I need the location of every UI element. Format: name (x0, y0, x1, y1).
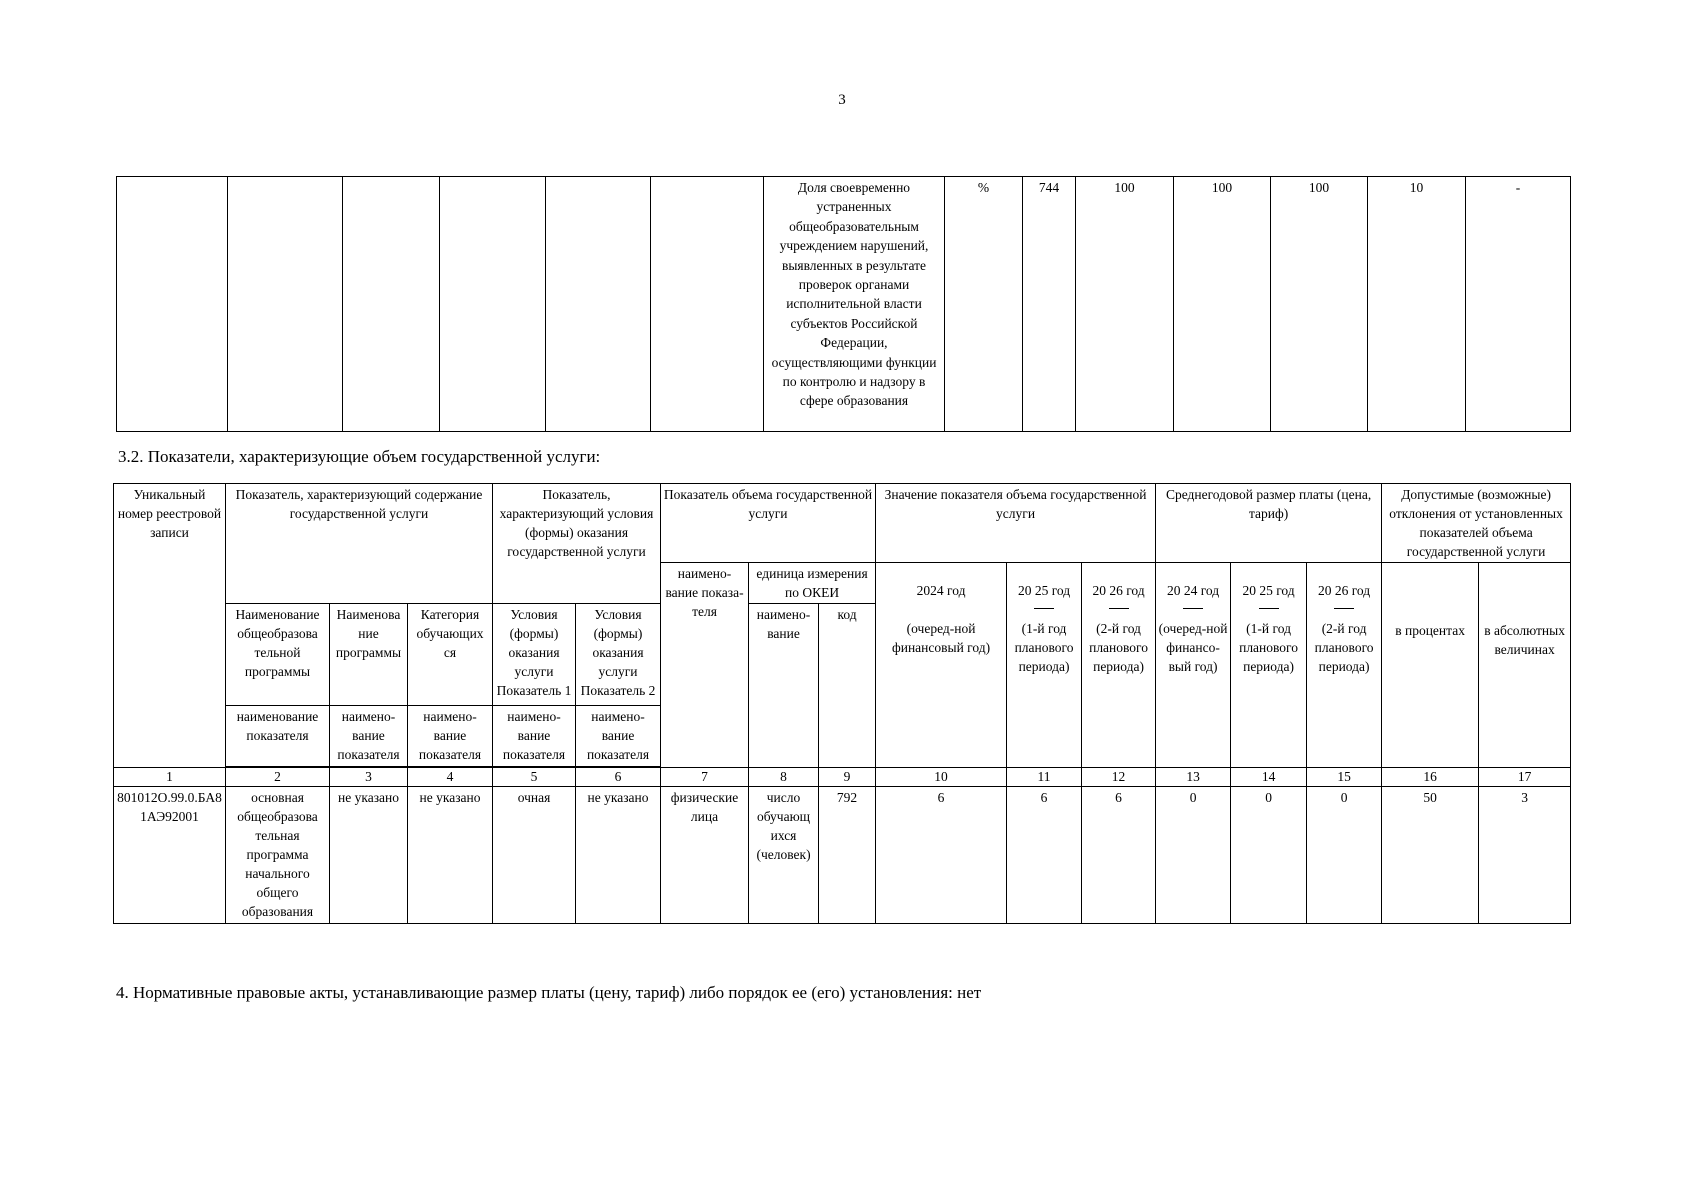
column-number: 4 (408, 768, 493, 787)
empty-cell (228, 177, 343, 432)
unit-name: % (945, 177, 1023, 432)
empty-cell (651, 177, 764, 432)
column-number: 5 (493, 768, 576, 787)
header-year-2025: 20 25 год (1-й год планового периода) (1007, 563, 1082, 768)
header-condition-1: Условия (формы) оказания услуги Показатель 1 (493, 604, 576, 706)
quality-indicators-table-continuation (116, 176, 1571, 432)
header-program-name: Наименова ние программы (330, 604, 408, 706)
column-number: 17 (1479, 768, 1571, 787)
volume-indicators-table (113, 483, 1571, 924)
header-fee-2026: 20 26 год (2-й год планового периода) (1307, 563, 1382, 768)
okei-code: 744 (1023, 177, 1076, 432)
deviation-percent: 50 (1382, 787, 1479, 924)
header-content-group: Показатель, характеризующий содержание государственной услуги (226, 484, 493, 604)
header-fee-group: Среднегодовой размер платы (цена, тариф) (1156, 484, 1382, 563)
column-number: 10 (876, 768, 1007, 787)
header-deviation-percent: в процентах (1382, 563, 1479, 768)
header-indicator-name: наимено-вание показа-теля (661, 563, 749, 768)
unit-name: число обучающ ихся (человек) (749, 787, 819, 924)
header-sub-3: наимено-вание показателя (408, 706, 493, 767)
header-sub-5: наимено-вание показателя (576, 706, 661, 767)
column-number: 14 (1231, 768, 1307, 787)
condition-1: очная (493, 787, 576, 924)
header-fee-2025: 20 25 год (1-й год планового периода) (1231, 563, 1307, 768)
column-number: 6 (576, 768, 661, 787)
deviation-percent: 10 (1368, 177, 1466, 432)
header-condition-2: Условия (формы) оказания услуги Показатель 2 (576, 604, 661, 706)
empty-cell (440, 177, 546, 432)
column-numbers-row (114, 768, 1571, 787)
volume-2026: 6 (1082, 787, 1156, 924)
header-sub-1: наименование показателя (226, 706, 330, 767)
header-unit-name: наимено-вание (749, 604, 819, 768)
section-3-2-title: 3.2. Показатели, характеризующие объем государственной услуги: (118, 447, 601, 466)
deviation-absolute: - (1466, 177, 1571, 432)
header-volume-value-group: Значение показателя объема государственной услуги (876, 484, 1156, 563)
page-number: 3 (838, 92, 846, 108)
header-fee-2024: 20 24 год (очеред-ной финансо-вый год) (1156, 563, 1231, 768)
indicator: физические лица (661, 787, 749, 924)
quality-indicator-name: Доля своевременно устраненных общеобразовательным учреждением нарушений, выявленных в результате проверок органами исполнительной власти субъектов Российской Федерации, осуществляющими функции по контролю и надзору в сфере образования (764, 177, 945, 432)
column-number: 3 (330, 768, 408, 787)
header-category: Категория обучающих ся (408, 604, 493, 706)
category: не указано (408, 787, 493, 924)
header-volume-group: Показатель объема государственной услуги (661, 484, 876, 563)
value-2024: 100 (1076, 177, 1174, 432)
column-number: 9 (819, 768, 876, 787)
header-conditions-group: Показатель, характеризующий условия (формы) оказания государственной услуги (493, 484, 661, 604)
column-number: 7 (661, 768, 749, 787)
header-registry: Уникальный номер реестровой записи (114, 484, 226, 768)
header-deviation-group: Допустимые (возможные) отклонения от установленных показателей объема государственной услуги (1382, 484, 1571, 563)
deviation-absolute: 3 (1479, 787, 1571, 924)
value-2025: 100 (1174, 177, 1271, 432)
table-row (117, 177, 1571, 432)
unit-code: 792 (819, 787, 876, 924)
header-year-2026: 20 26 год (2-й год планового периода) (1082, 563, 1156, 768)
fee-2026: 0 (1307, 787, 1382, 924)
header-unit-okei: единица измерения по ОКЕИ (749, 563, 876, 604)
empty-cell (546, 177, 651, 432)
header-sub-4: наимено-вание показателя (493, 706, 576, 767)
program-name: не указано (330, 787, 408, 924)
column-number: 8 (749, 768, 819, 787)
column-number: 2 (226, 768, 330, 787)
column-number: 13 (1156, 768, 1231, 787)
column-number: 1 (114, 768, 226, 787)
column-number: 16 (1382, 768, 1479, 787)
column-number: 11 (1007, 768, 1082, 787)
volume-2024: 6 (876, 787, 1007, 924)
header-deviation-absolute: в абсолютных величинах (1479, 563, 1571, 768)
fee-2025: 0 (1231, 787, 1307, 924)
empty-cell (117, 177, 228, 432)
empty-cell (343, 177, 440, 432)
column-number: 15 (1307, 768, 1382, 787)
condition-2: не указано (576, 787, 661, 924)
header-row-1 (114, 484, 1571, 563)
value-2026: 100 (1271, 177, 1368, 432)
header-year-2024: 2024 год (очеред-ной финансовый год) (876, 563, 1007, 768)
header-unit-code: код (819, 604, 876, 768)
section-4-text: 4. Нормативные правовые акты, устанавливающие размер платы (цену, тариф) либо порядок ее (его) установления: нет (116, 983, 982, 1002)
program: основная общеобразова тельная программа начального общего образования (226, 787, 330, 924)
volume-2025: 6 (1007, 787, 1082, 924)
registry-number: 801012О.99.0.БА81АЭ92001 (114, 787, 226, 924)
column-number: 12 (1082, 768, 1156, 787)
header-program: Наименование общеобразова тельной программы (226, 604, 330, 706)
fee-2024: 0 (1156, 787, 1231, 924)
table-row (114, 787, 1571, 924)
header-sub-2: наимено-вание показателя (330, 706, 408, 767)
